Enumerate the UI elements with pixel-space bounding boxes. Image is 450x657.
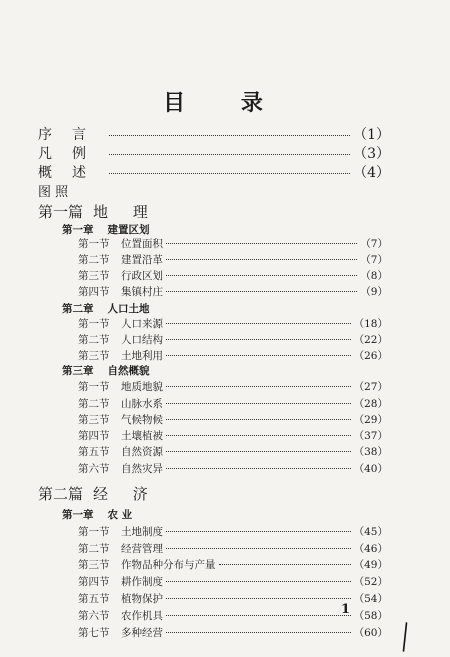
section-title: 作物品种分布与产量 [121, 559, 216, 571]
section-no: 第二节 [78, 334, 110, 346]
toc-section [78, 252, 388, 267]
part-prefix: 第二篇 [38, 485, 84, 503]
dot-leader [166, 435, 351, 436]
dot-leader [166, 581, 351, 582]
entry-label: 凡例 [38, 146, 106, 162]
toc-section [78, 574, 388, 589]
section-page: （58） [353, 610, 388, 622]
figures-heading: 图 照 [38, 185, 69, 200]
part-heading [38, 201, 158, 222]
section-no: 第二节 [78, 398, 110, 410]
chapter-heading [62, 301, 150, 316]
section-title: 土地利用 [121, 350, 163, 362]
section-page: （9） [360, 286, 388, 298]
dot-leader [219, 564, 351, 565]
toc-section [78, 348, 388, 363]
section-page: （37） [353, 430, 388, 442]
section-no: 第四节 [78, 576, 110, 588]
section-no: 第四节 [78, 286, 110, 298]
page-number: 1 [341, 602, 351, 617]
section-title: 集镇村庄 [121, 286, 163, 298]
section-no: 第七节 [78, 627, 110, 639]
part-heading [38, 483, 158, 504]
chapter-heading [62, 507, 132, 522]
entry-page: （4） [353, 165, 390, 181]
section-page: （49） [353, 559, 388, 571]
section-page: （18） [353, 318, 388, 330]
section-page: （60） [353, 627, 388, 639]
section-no: 第四节 [78, 430, 110, 442]
chapter-no: 第三章 [62, 365, 94, 377]
dot-leader [166, 243, 357, 244]
section-title: 经营管理 [121, 543, 163, 555]
section-page: （40） [353, 463, 388, 475]
section-title: 位置面积 [121, 238, 163, 250]
dot-leader [166, 632, 351, 633]
toc-section [78, 444, 388, 459]
part-title: 地 理 [93, 203, 158, 221]
toc-section [78, 316, 388, 331]
section-title: 人口结构 [121, 334, 163, 346]
entry-page: （3） [353, 146, 390, 162]
dot-leader [166, 403, 351, 404]
entry-label: 概述 [38, 165, 106, 181]
section-no: 第一节 [78, 526, 110, 538]
dot-leader [109, 173, 350, 174]
toc-entry-guide [38, 143, 390, 163]
dot-leader [166, 531, 351, 532]
section-title: 农作机具 [121, 610, 163, 622]
dot-leader [166, 548, 351, 549]
section-title: 地质地貌 [121, 381, 163, 393]
section-page: （22） [353, 334, 388, 346]
dot-leader [166, 468, 351, 469]
dot-leader [166, 323, 351, 324]
section-title: 人口来源 [121, 318, 163, 330]
dot-leader [109, 154, 350, 155]
section-page: （45） [353, 526, 388, 538]
dot-leader [109, 135, 350, 136]
toc-section [78, 524, 388, 539]
section-title: 植物保护 [121, 593, 163, 605]
section-page: （7） [360, 254, 388, 266]
section-no: 第六节 [78, 463, 110, 475]
section-title: 建置沿革 [121, 254, 163, 266]
section-title: 土壤植被 [121, 430, 163, 442]
toc-section [78, 541, 388, 556]
toc-section [78, 412, 388, 427]
dot-leader [166, 598, 351, 599]
section-no: 第五节 [78, 446, 110, 458]
chapter-title: 自然概貌 [107, 365, 150, 377]
section-title: 自然灾异 [121, 463, 163, 475]
section-no: 第一节 [78, 318, 110, 330]
chapter-heading [62, 363, 150, 378]
section-no: 第二节 [78, 254, 110, 266]
chapter-no: 第一章 [62, 509, 94, 521]
section-title: 行政区划 [121, 270, 163, 282]
toc-section [78, 379, 388, 394]
part-title: 经 济 [93, 485, 158, 503]
dot-leader [166, 259, 357, 260]
section-title: 土地制度 [121, 526, 163, 538]
toc-section [78, 236, 388, 251]
dot-leader [166, 419, 351, 420]
dot-leader [166, 291, 357, 292]
toc-section [78, 625, 388, 640]
section-no: 第三节 [78, 270, 110, 282]
page-title: 目 录 [163, 90, 287, 116]
section-no: 第五节 [78, 593, 110, 605]
chapter-title: 建置区划 [107, 224, 150, 236]
dot-leader [166, 339, 351, 340]
section-title: 自然资源 [121, 446, 163, 458]
section-page: （46） [353, 543, 388, 555]
section-page: （7） [360, 238, 388, 250]
section-no: 第一节 [78, 381, 110, 393]
section-no: 第三节 [78, 350, 110, 362]
section-page: （29） [353, 414, 388, 426]
section-no: 第三节 [78, 414, 110, 426]
section-title: 耕作制度 [121, 576, 163, 588]
toc-section [78, 428, 388, 443]
section-page: （27） [353, 381, 388, 393]
chapter-title: 农 业 [107, 509, 133, 521]
section-no: 第一节 [78, 238, 110, 250]
dot-leader [166, 275, 357, 276]
dot-leader [166, 386, 351, 387]
chapter-no: 第二章 [62, 303, 94, 315]
dot-leader [166, 355, 351, 356]
pen-mark-icon [402, 622, 408, 652]
section-no: 第六节 [78, 610, 110, 622]
toc-section [78, 396, 388, 411]
entry-label: 序言 [38, 127, 106, 143]
dot-leader [166, 615, 351, 616]
toc-section [78, 332, 388, 347]
section-no: 第三节 [78, 559, 110, 571]
toc-section [78, 268, 388, 283]
entry-page: （1） [353, 127, 390, 143]
dot-leader [166, 451, 351, 452]
chapter-title: 人口土地 [107, 303, 150, 315]
chapter-no: 第一章 [62, 224, 94, 236]
section-page: （8） [360, 270, 388, 282]
toc-section [78, 284, 388, 299]
toc-entry-preface [38, 124, 390, 144]
section-no: 第二节 [78, 543, 110, 555]
section-title: 山脉水系 [121, 398, 163, 410]
section-page: （38） [353, 446, 388, 458]
chapter-heading [62, 222, 150, 237]
section-page: （52） [353, 576, 388, 588]
section-page: （28） [353, 398, 388, 410]
section-page: （54） [353, 593, 388, 605]
part-prefix: 第一篇 [38, 203, 84, 221]
toc-entry-overview [38, 162, 390, 182]
toc-section [78, 461, 388, 476]
section-page: （26） [353, 350, 388, 362]
toc-section [78, 557, 388, 572]
section-title: 气候物候 [121, 414, 163, 426]
section-title: 多种经营 [121, 627, 163, 639]
